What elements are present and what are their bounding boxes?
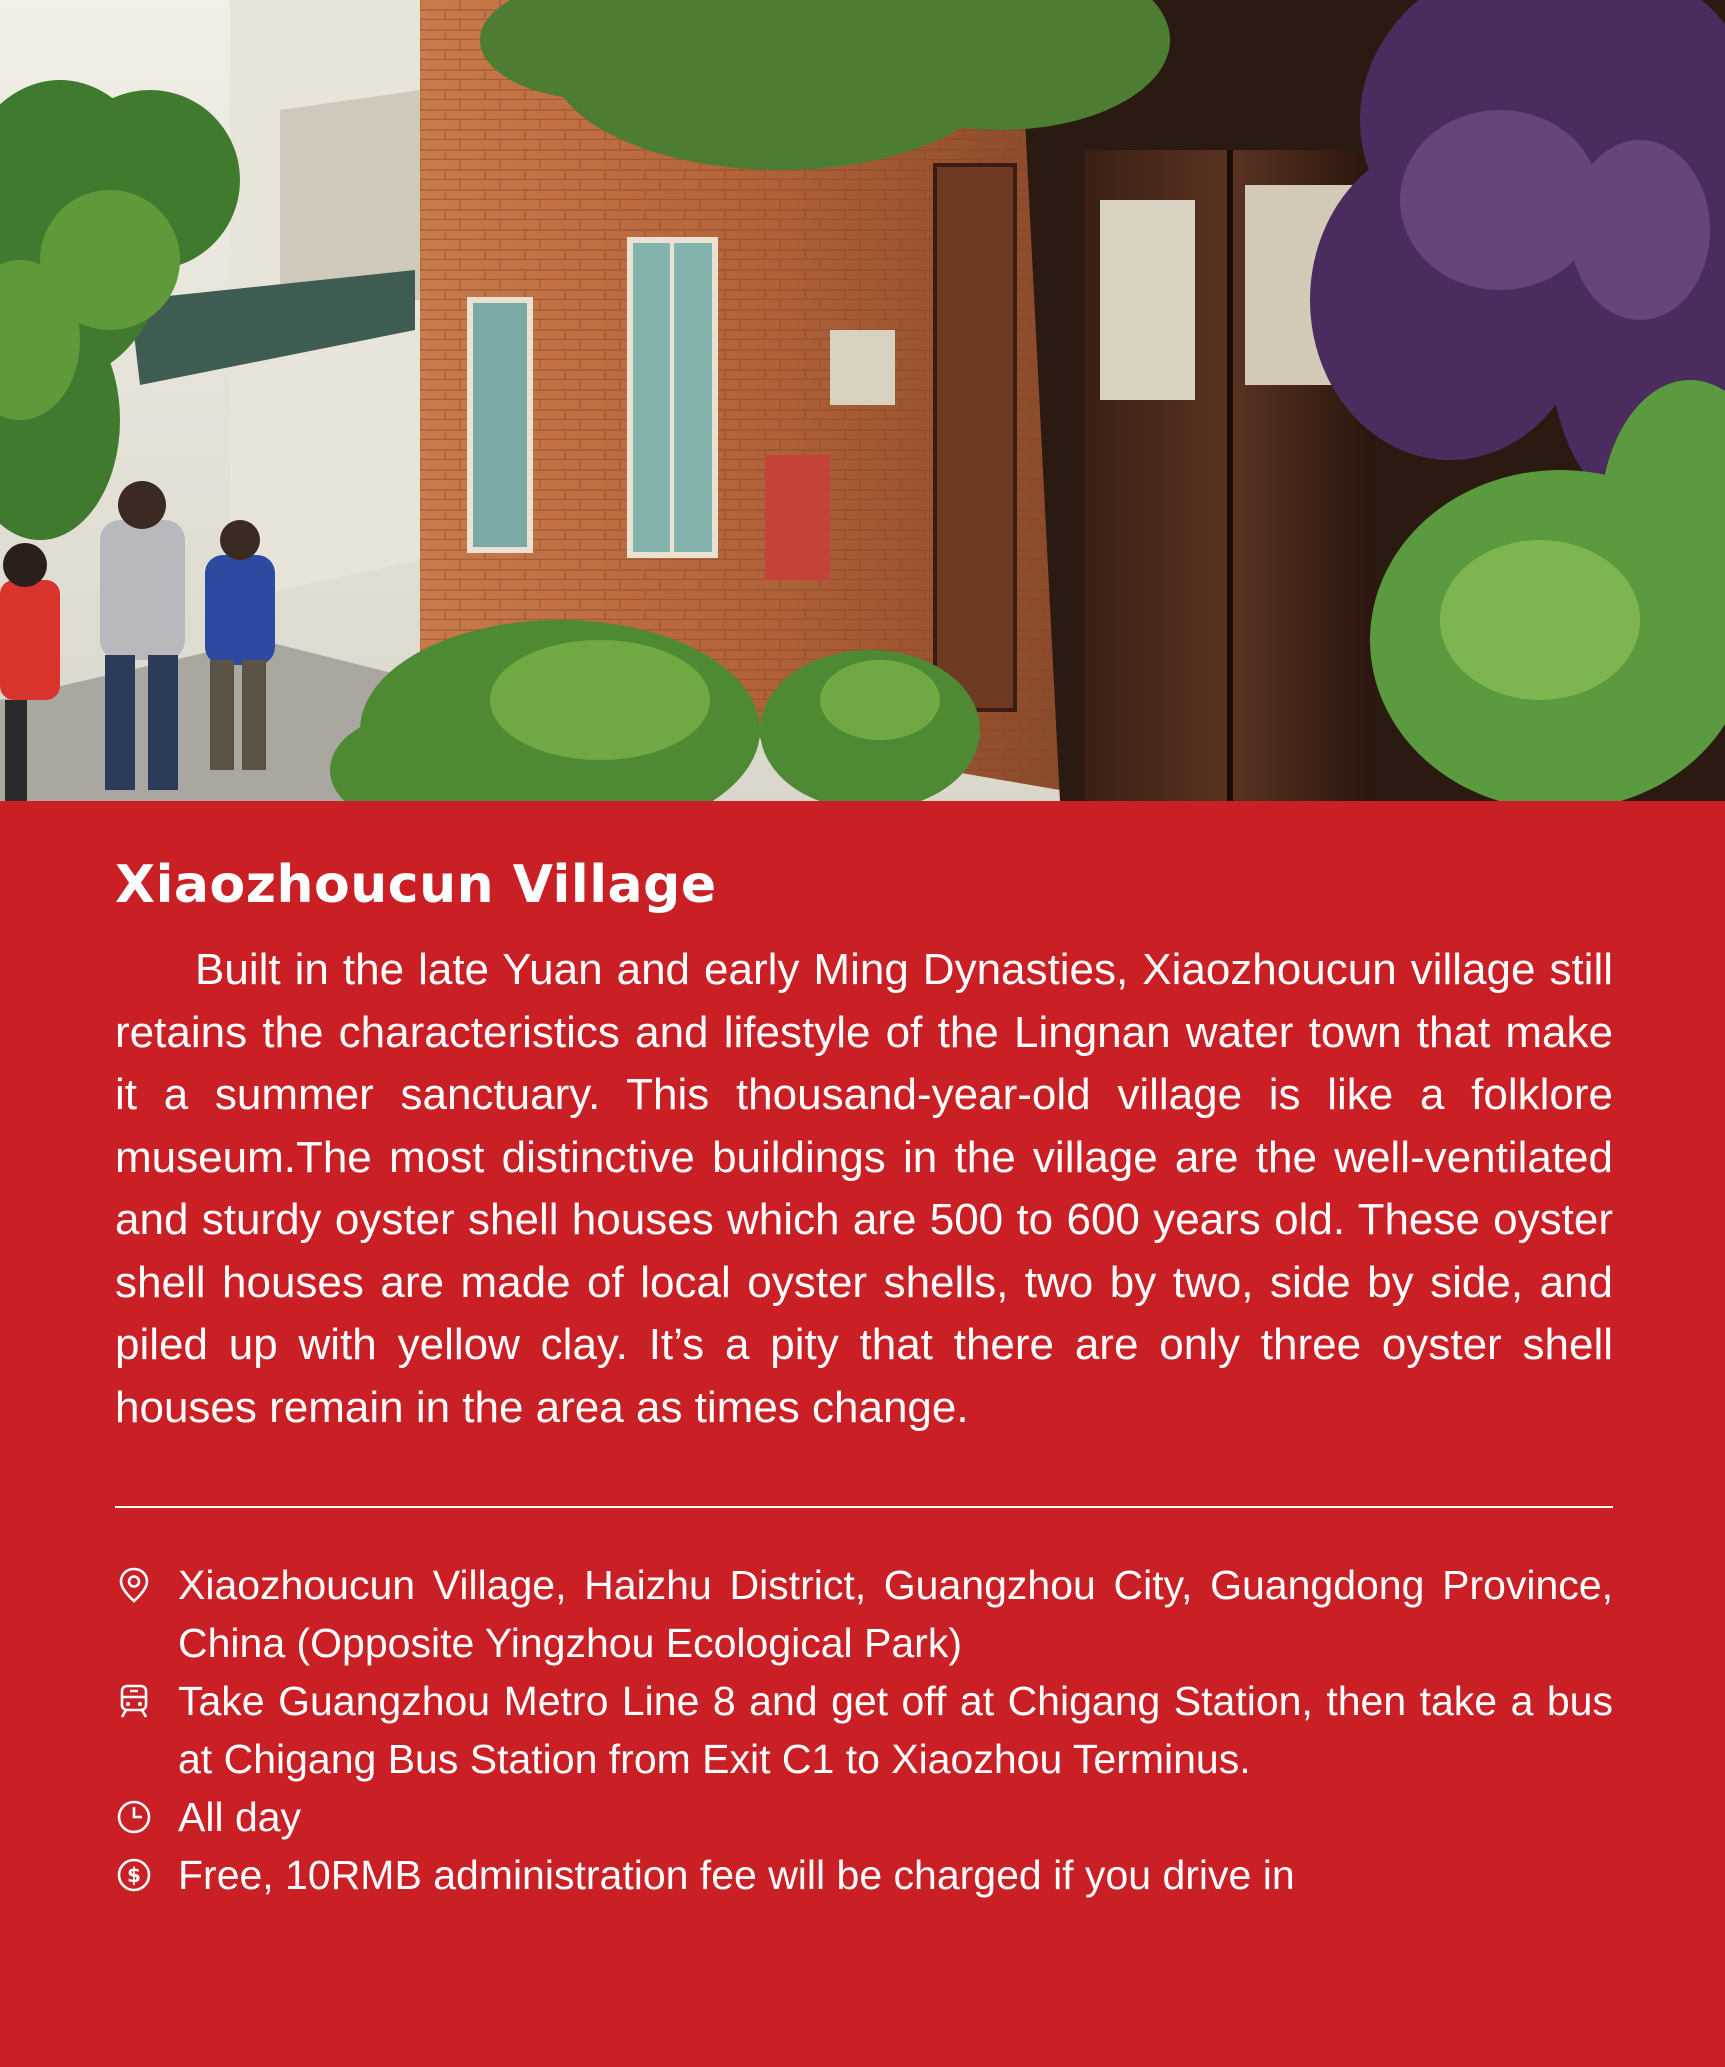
dollar-coin-icon [115,1856,153,1894]
transport-item [115,1672,1613,1788]
village-photo-illustration [0,0,1725,801]
attraction-title: Xiaozhoucun Village [115,855,717,915]
price-item [115,1846,1613,1904]
visitor-info-list [115,1556,1613,1904]
attraction-description: Built in the late Yuan and early Ming Dynasties, Xiaozhoucun village still retains the characteristics and lifestyle of the Lingnan water town that make it a summer sanctuary. This thousand-year-old village is like a folklore museum.The most distinctive buildings in the village are the well-ventilated and sturdy oyster shell houses which are 500 to 600 years old. These oyster shell houses are made of local oyster shells, two by two, side by side, and piled up with yellow clay. It’s a pity that there are only three oyster shell houses remain in the area as times change. [115,945,1613,1432]
address-text: Xiaozhoucun Village, Haizhu District, Guangzhou City, Guangdong Province, China (Opposite Yingzhou Ecological Park) [178,1562,1613,1666]
metro-train-icon [115,1682,153,1720]
transport-text: Take Guangzhou Metro Line 8 and get off at Chigang Station, then take a bus at Chigang Bus Station from Exit C1 to Xiaozhou Terminus. [178,1678,1613,1782]
svg-text:$: $ [127,1863,141,1887]
hours-text: All day [178,1794,302,1840]
section-divider [115,1506,1613,1508]
clock-icon [115,1798,153,1836]
village-photo [0,0,1725,801]
price-text: Free, 10RMB administration fee will be charged if you drive in [178,1852,1295,1898]
address-item [115,1556,1613,1672]
location-pin-icon [115,1566,153,1604]
hours-item [115,1788,1613,1846]
attraction-details [115,801,1613,1904]
